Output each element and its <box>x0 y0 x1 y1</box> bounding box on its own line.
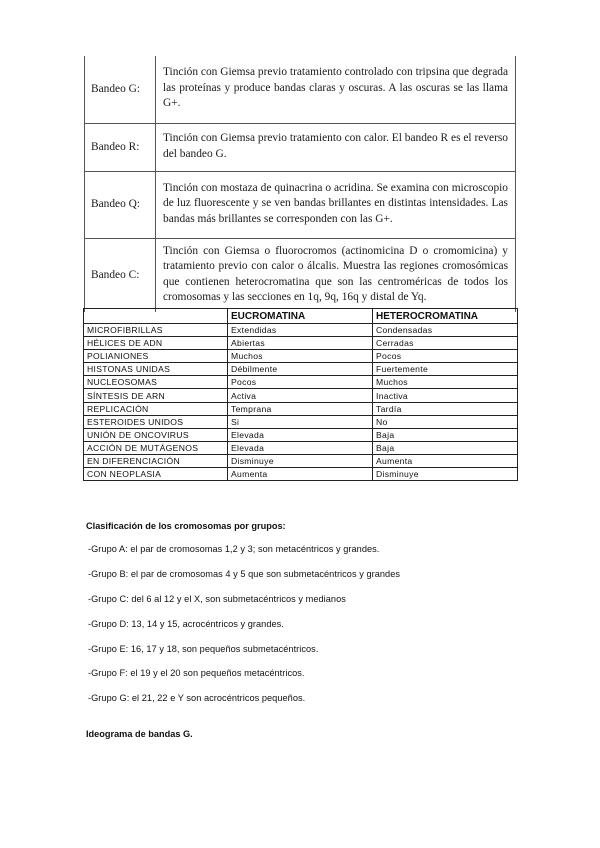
banding-row-c <box>85 239 516 313</box>
chromatin-header-euchromatin: EUCROMATINA <box>228 309 373 324</box>
chromatin-table <box>83 308 518 481</box>
banding-name: Bandeo Q: <box>85 172 156 239</box>
chromatin-row <box>84 337 518 350</box>
chromatin-property: HÉLICES DE ADN <box>84 337 228 350</box>
banding-description: Tinción con Giemsa previo tratamiento controlado con tripsina que degrada las proteínas y produce bandas claras y oscuras. A las oscuras se las llama G+. <box>156 56 516 124</box>
chromatin-euchromatin-value: Abiertas <box>228 337 373 350</box>
chromatin-heterochromatin-value: Inactiva <box>373 389 518 402</box>
chromatin-euchromatin-value: Pocos <box>228 376 373 389</box>
chromatin-property: MICROFIBRILLAS <box>84 324 228 337</box>
chromatin-property: REPLICACIÓN <box>84 402 228 415</box>
chromatin-heterochromatin-value: Condensadas <box>373 324 518 337</box>
chromatin-property: EN DIFERENCIACIÓN <box>84 454 228 467</box>
chromatin-euchromatin-value: Activa <box>228 389 373 402</box>
chromatin-row <box>84 441 518 454</box>
banding-row-g <box>85 56 516 124</box>
chromatin-property: ACCIÓN DE MUTÁGENOS <box>84 441 228 454</box>
chromatin-header-blank <box>84 309 228 324</box>
chromatin-row <box>84 454 518 467</box>
group-item: -Grupo C: del 6 al 12 y el X, son submetacéntricos y medianos <box>88 593 346 604</box>
chromatin-heterochromatin-value: Baja <box>373 441 518 454</box>
chromatin-euchromatin-value: Muchos <box>228 350 373 363</box>
chromatin-euchromatin-value: Si <box>228 415 373 428</box>
group-item: -Grupo F: el 19 y el 20 son pequeños metacéntricos. <box>88 668 305 679</box>
chromatin-heterochromatin-value: Muchos <box>373 376 518 389</box>
chromosome-classification <box>86 521 526 718</box>
chromatin-heterochromatin-value: Tardía <box>373 402 518 415</box>
group-item: -Grupo G: el 21, 22 e Y son acrocéntricos pequeños. <box>88 693 306 704</box>
chromatin-heterochromatin-value: Disminuye <box>373 468 518 481</box>
chromatin-row <box>84 402 518 415</box>
chromatin-euchromatin-value: Elevada <box>228 441 373 454</box>
chromatin-property: SÍNTESIS DE ARN <box>84 389 228 402</box>
chromatin-euchromatin-value: Aumenta <box>228 468 373 481</box>
group-item: -Grupo A: el par de cromosomas 1,2 y 3; son metacéntricos y grandes. <box>88 544 380 554</box>
chromatin-heterochromatin-value: Baja <box>373 428 518 441</box>
chromatin-heterochromatin-value: No <box>373 415 518 428</box>
classification-title: Clasificación de los cromosomas por grupos: <box>86 521 286 531</box>
chromatin-row <box>84 363 518 376</box>
chromatin-euchromatin-value: Extendidas <box>228 324 373 337</box>
banding-description: Tinción con Giemsa previo tratamiento con calor. El bandeo R es el reverso del bandeo G. <box>156 124 516 172</box>
chromatin-property: HISTONAS UNIDAS <box>84 363 228 376</box>
group-item: -Grupo E: 16, 17 y 18, son pequeños submetacéntricos. <box>88 643 319 654</box>
chromatin-heterochromatin-value: Pocos <box>373 350 518 363</box>
chromatin-euchromatin-value: Disminuye <box>228 454 373 467</box>
chromatin-heterochromatin-value: Aumenta <box>373 454 518 467</box>
banding-description: Tinción con mostaza de quinacrina o acridina. Se examina con microscopio de luz fluorescente y se ven bandas brillantes en distintas intensidades. Las bandas más brillantes se corresponden con las G+. <box>156 172 516 239</box>
group-list <box>86 544 526 703</box>
chromatin-euchromatin-value: Temprana <box>228 402 373 415</box>
banding-description: Tinción con Giemsa o fluorocromos (actinomicina D o cromomicina) y tratamiento previo con calor o álcalis. Muestra las regiones cromosómicas que contienen heterocromatina que son las centroméricas de todos los cromosomas y las secciones en 1q, 9q, 16q y distal de Yq. <box>156 239 516 313</box>
banding-name: Bandeo C: <box>85 239 156 313</box>
ideogram-title: Ideograma de bandas G. <box>86 729 193 739</box>
chromatin-euchromatin-value: Elevada <box>228 428 373 441</box>
chromatin-euchromatin-value: Débilmente <box>228 363 373 376</box>
chromatin-row <box>84 468 518 481</box>
chromatin-row <box>84 428 518 441</box>
chromatin-row <box>84 376 518 389</box>
chromatin-property: UNIÓN DE ONCOVIRUS <box>84 428 228 441</box>
group-item: -Grupo B: el par de cromosomas 4 y 5 que son submetacéntricos y grandes <box>88 568 400 579</box>
chromatin-property: NUCLEOSOMAS <box>84 376 228 389</box>
banding-row-r <box>85 124 516 172</box>
chromatin-row <box>84 350 518 363</box>
chromatin-property: ESTEROIDES UNIDOS <box>84 415 228 428</box>
chromatin-header-heterochromatin: HETEROCROMATINA <box>373 309 518 324</box>
group-item: -Grupo D: 13, 14 y 15, acrocéntricos y grandes. <box>88 618 284 629</box>
chromatin-property: POLIANIONES <box>84 350 228 363</box>
chromatin-row <box>84 415 518 428</box>
chromatin-row <box>84 324 518 337</box>
banding-table <box>84 56 516 312</box>
banding-name: Bandeo G: <box>85 56 156 124</box>
banding-row-q <box>85 172 516 239</box>
chromatin-header-row <box>84 309 518 324</box>
chromatin-heterochromatin-value: Cerradas <box>373 337 518 350</box>
chromatin-property: CON NEOPLASIA <box>84 468 228 481</box>
banding-name: Bandeo R: <box>85 124 156 172</box>
chromatin-row <box>84 389 518 402</box>
chromatin-heterochromatin-value: Fuertemente <box>373 363 518 376</box>
